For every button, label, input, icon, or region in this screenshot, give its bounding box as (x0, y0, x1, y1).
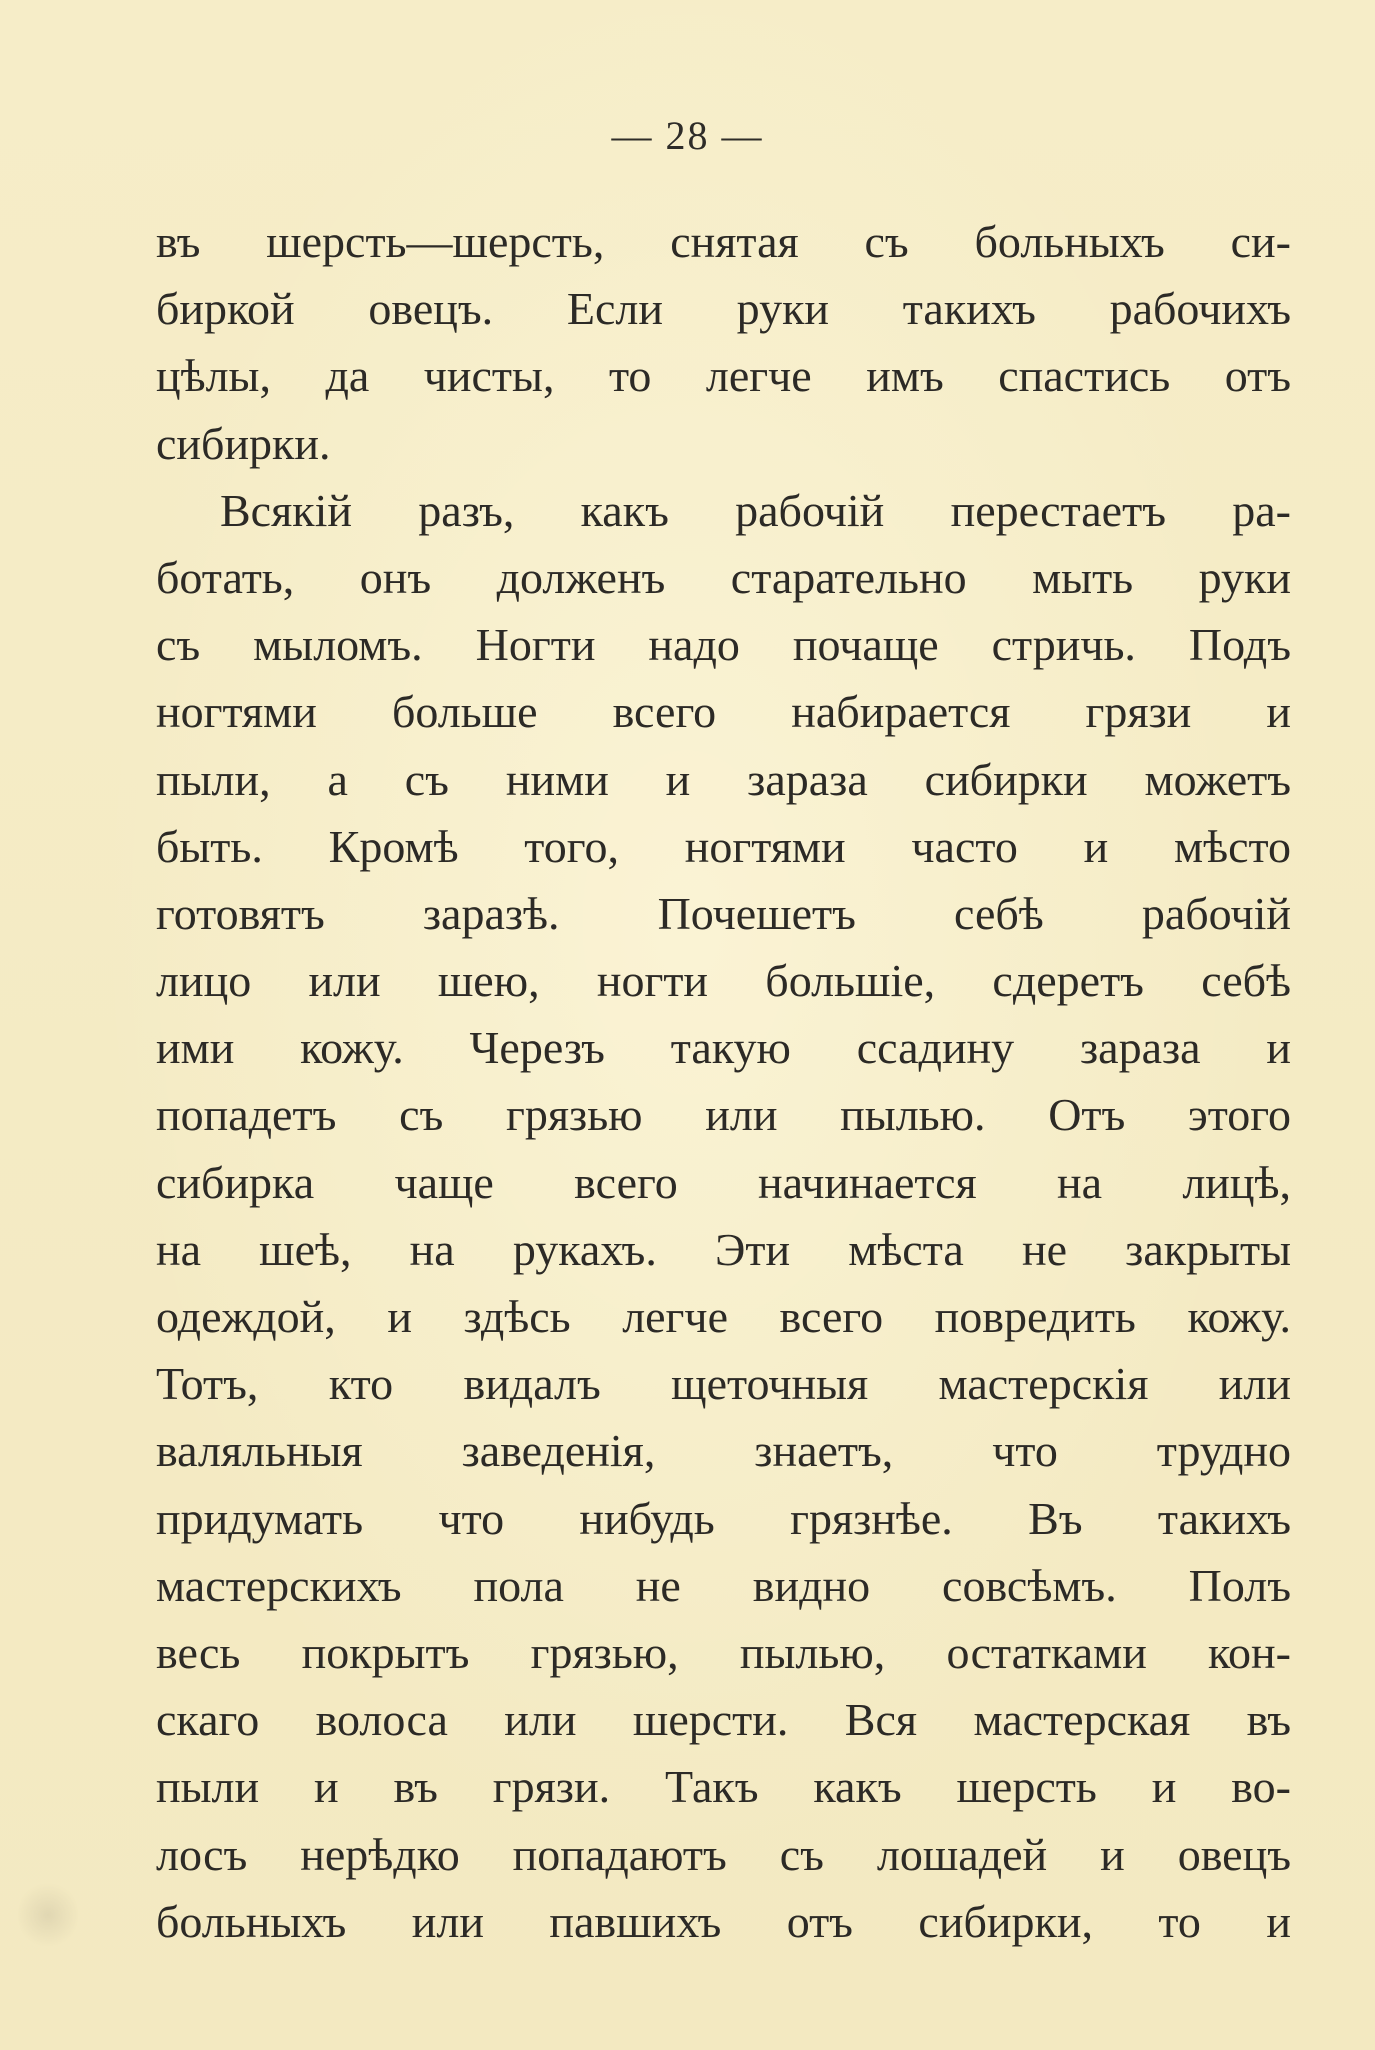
text-line: лосъ нерѣдко попадаютъ съ лошадей и овецъ (156, 1828, 1291, 1880)
text-line: пыли и въ грязи. Такъ какъ шерсть и во- (156, 1761, 1291, 1813)
text-line: сибирка чаще всего начинается на лицѣ, (156, 1156, 1291, 1208)
text-line: въ шерсть—шерсть, снятая съ больныхъ си- (156, 216, 1291, 267)
text-line: одеждой, и здѣсь легче всего повредить кожу. (156, 1291, 1291, 1342)
page-number: — 28 — (611, 113, 764, 158)
text-line: сибирки. (156, 417, 331, 469)
text-line: быть. Кромѣ того, ногтями часто и мѣсто (156, 820, 1291, 872)
text-line: ими кожу. Черезъ такую ссадину зараза и (156, 1022, 1291, 1074)
text-line: ботать, онъ долженъ старательно мыть руки (156, 551, 1291, 603)
text-line: съ мыломъ. Ногти надо почаще стричь. Подъ (156, 619, 1291, 671)
paragraph-start-line: Всякій разъ, какъ рабочій перестаетъ ра- (220, 484, 1291, 536)
text-line: придумать что нибудь грязнѣе. Въ такихъ (156, 1492, 1291, 1544)
text-line: весь покрытъ грязью, пылью, остатками кон- (156, 1626, 1291, 1678)
text-line: попадетъ съ грязью или пылью. Отъ этого (156, 1089, 1291, 1141)
text-line: готовятъ заразѣ. Почешетъ себѣ рабочій (156, 887, 1291, 939)
text-line: ногтями больше всего набирается грязи и (156, 686, 1291, 738)
text-line: лицо или шею, ногти большіе, сдеретъ себѣ (156, 955, 1291, 1007)
text-line: цѣлы, да чисты, то легче имъ спастись отъ (156, 350, 1291, 402)
text-line: скаго волоса или шерсти. Вся мастерская въ (156, 1694, 1291, 1746)
text-line: Тотъ, кто видалъ щеточныя мастерскія или (156, 1358, 1291, 1410)
body-text (156, 208, 1291, 1955)
text-line: валяльныя заведенія, знаетъ, что трудно (156, 1425, 1291, 1477)
text-line: пыли, а съ ними и зараза сибирки можетъ (156, 753, 1291, 805)
text-line: биркой овецъ. Если руки такихъ рабочихъ (156, 283, 1291, 335)
paper-stain (18, 1880, 78, 1950)
text-line: на шеѣ, на рукахъ. Эти мѣста не закрыты (156, 1223, 1291, 1275)
text-line: мастерскихъ пола не видно совсѣмъ. Полъ (156, 1559, 1291, 1611)
text-line: больныхъ или павшихъ отъ сибирки, то и (156, 1895, 1291, 1947)
